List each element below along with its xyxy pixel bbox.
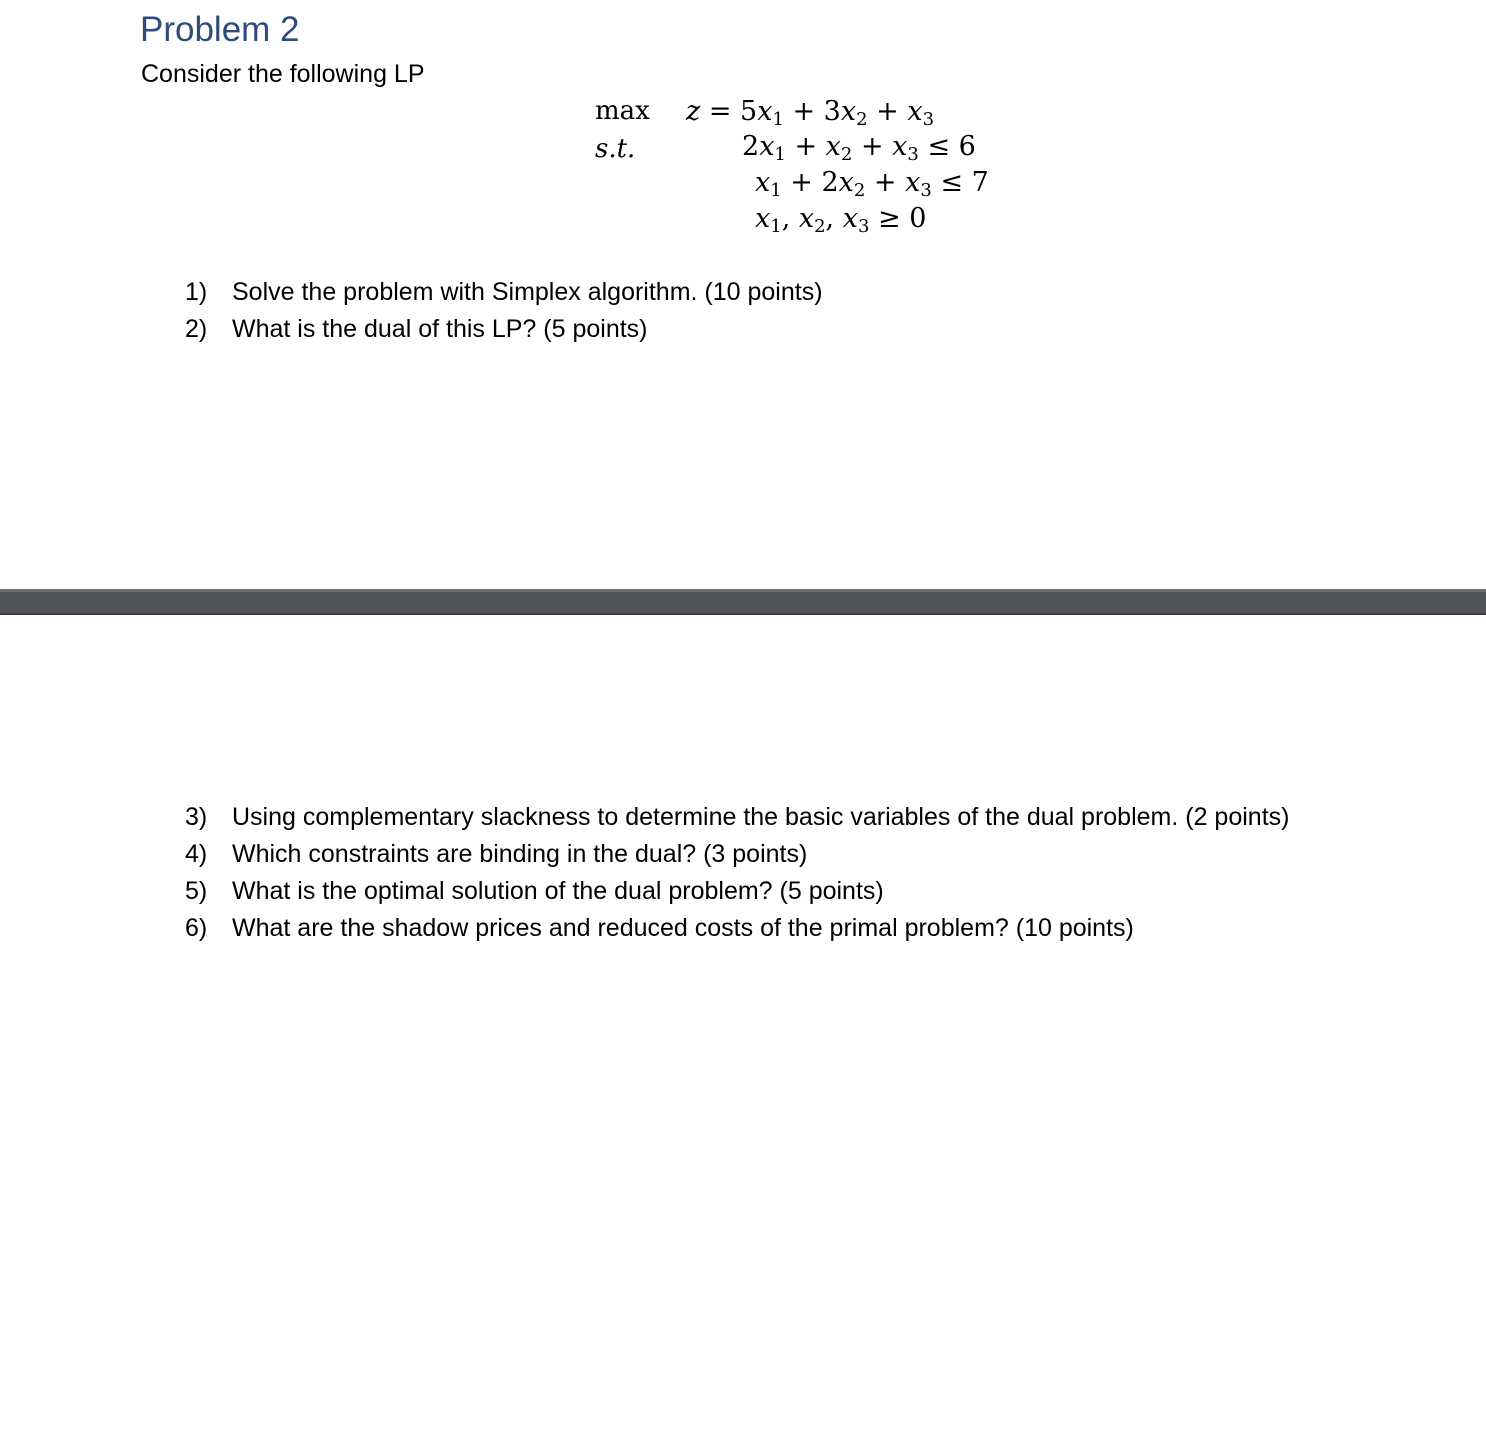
document-page-top <box>0 0 1486 589</box>
question-text: What is the optimal solution of the dual problem? (5 points) <box>232 877 884 905</box>
question-number: 2) <box>185 315 208 343</box>
question-number: 4) <box>185 840 208 868</box>
question-number: 6) <box>185 914 208 942</box>
st-keyword: s.t. <box>595 134 636 164</box>
question-text: Using complementary slackness to determine the basic variables of the dual problem. (2 points) <box>232 803 1290 831</box>
page-break-divider <box>0 589 1486 615</box>
max-keyword: max <box>595 96 650 126</box>
objective-function: $z = 5x_1 + 3x_2 + x_3$ <box>686 96 935 130</box>
question-number: 5) <box>185 877 208 905</box>
list-item <box>185 799 1345 836</box>
list-item <box>185 873 1345 910</box>
problem-heading: Problem 2 <box>140 10 300 49</box>
question-text: Which constraints are binding in the dual? (3 points) <box>232 840 808 868</box>
nonnegativity-constraint: $x_1$, $x_2$, $x_3 \ge 0$ <box>755 203 927 237</box>
document-page-bottom <box>0 615 1486 1437</box>
question-text: Solve the problem with Simplex algorithm. (10 points) <box>232 278 823 306</box>
question-list-part-2 <box>185 799 1345 947</box>
list-item <box>185 836 1345 873</box>
list-item <box>185 274 1345 311</box>
list-item <box>185 311 1345 348</box>
list-item <box>185 910 1345 947</box>
constraint-1: $2x_1 + x_2 + x_3 \le 6$ <box>742 131 976 165</box>
question-text: What is the dual of this LP? (5 points) <box>232 315 648 343</box>
question-number: 3) <box>185 803 208 831</box>
question-text: What are the shadow prices and reduced costs of the primal problem? (10 points) <box>232 914 1134 942</box>
constraint-2: $x_1 + 2x_2 + x_3 \le 7$ <box>755 167 989 201</box>
problem-intro: Consider the following LP <box>141 60 425 88</box>
question-list-part-1 <box>185 274 1345 348</box>
question-number: 1) <box>185 278 208 306</box>
